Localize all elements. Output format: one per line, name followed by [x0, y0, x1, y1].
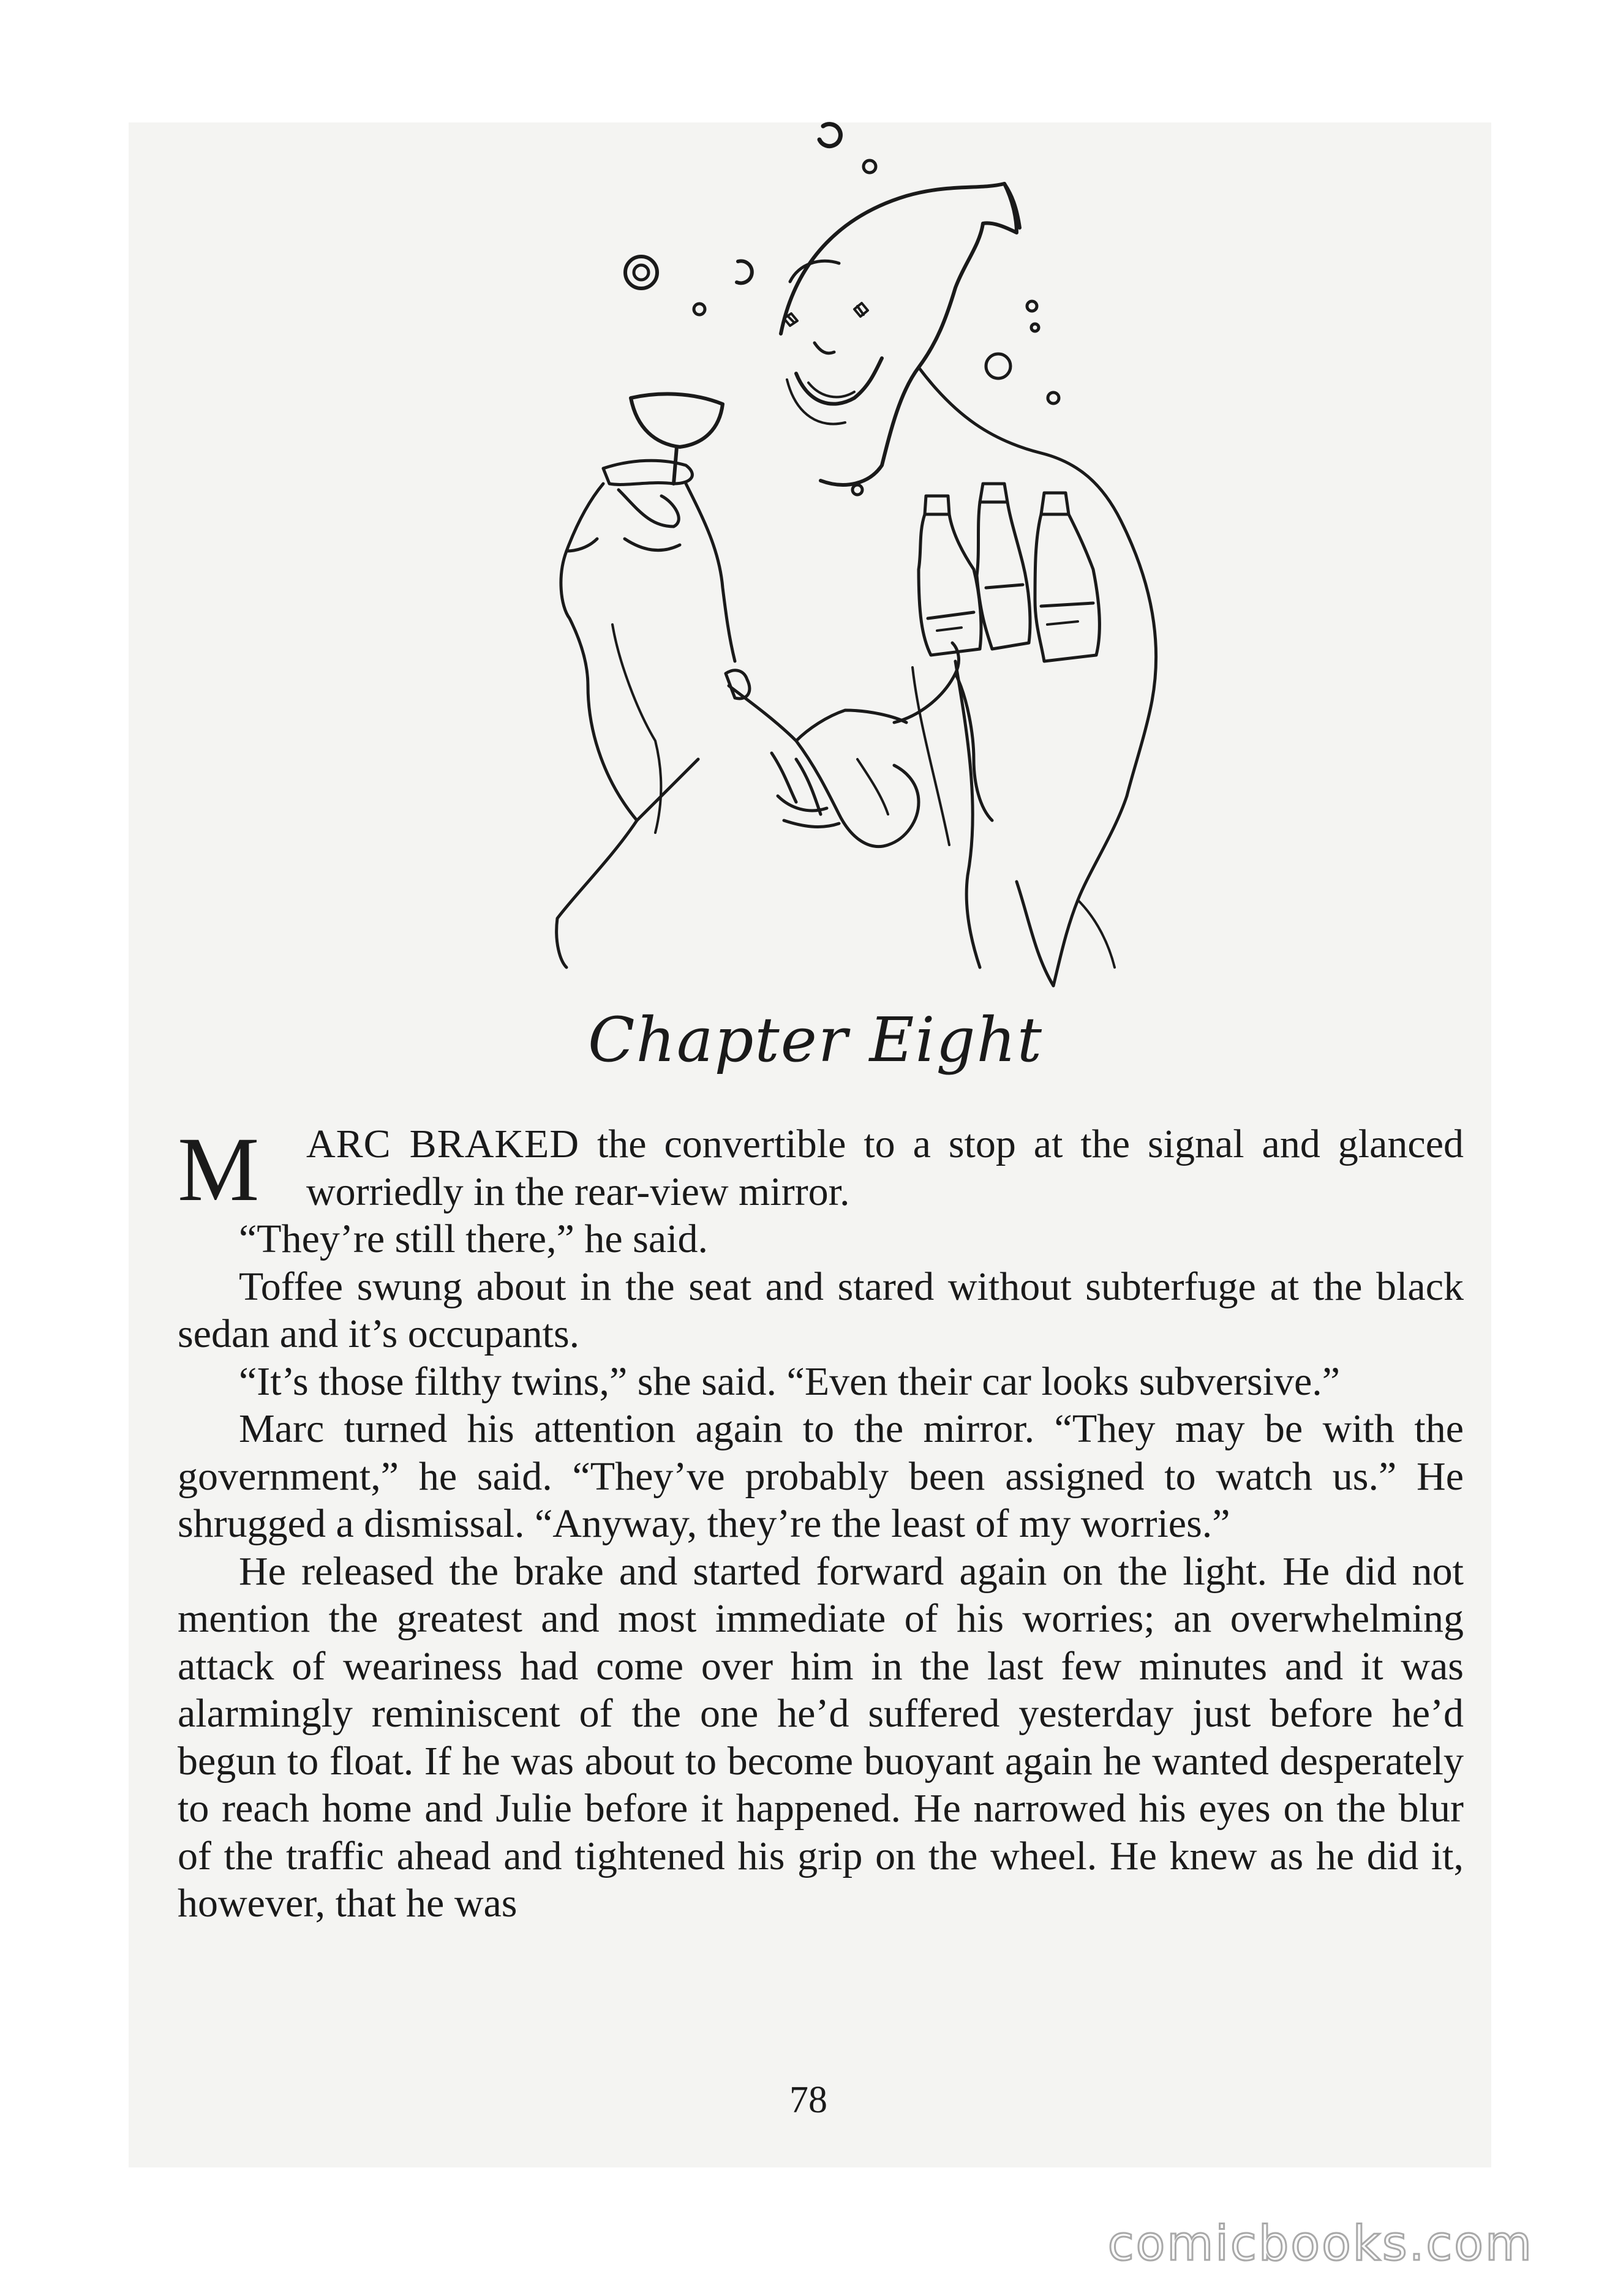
paragraph-5: Marc turned his attention again to the mirror. “They may be with the government,” he said. “They’ve probably been assigned to watch us.” He shrugged a dismissal. “Anyway, they’re the least of my worries.” [178, 1406, 1464, 1546]
paragraph-1 [178, 1119, 1464, 1220]
paragraph-6: He released the brake and started forward again on the light. He did not mention the greatest and most immediate of his worries; an overwhelming attack of weariness had come over him in the last few minutes and it was alarmingly reminiscent of the one he’d suffered yesterday just before he’d begun to float. If he was about to become buoyant again he wanted desperately to reach home and Julie before it happened. He narrowed his eyes on the blur of the traffic ahead and tightened his grip on the wheel. He knew as he did it, however, that he was [178, 1548, 1464, 1926]
chapter-title: Chapter Eight [588, 1004, 1044, 1076]
chapter-body [178, 1120, 1464, 1927]
champagne-glass [631, 394, 723, 447]
paragraph-text: the convertible to a stop at the signal and glanced worriedly in the rear-view mirror. [306, 1122, 1464, 1214]
bubbles [625, 124, 1059, 495]
page-number: 78 [789, 2079, 827, 2121]
drop-cap: M [178, 1119, 260, 1220]
watermark: comicbooks.com [1107, 2216, 1534, 2272]
skeleton-hand [729, 686, 919, 847]
paragraph-4: “It’s those filthy twins,” she said. “Even their car looks subversive.” [239, 1359, 1341, 1404]
bottles [919, 484, 1099, 661]
paragraph-3: Toffee swung about in the seat and stared without subterfuge at the black sedan and it’s occupants. [178, 1264, 1464, 1356]
ghost-illustration [0, 0, 1607, 1041]
paragraph-2: “They’re still there,” he said. [239, 1217, 708, 1261]
lead-in: ARC BRAKED [306, 1122, 579, 1166]
ghost-robe [686, 484, 735, 661]
ghost-head [781, 184, 1017, 485]
